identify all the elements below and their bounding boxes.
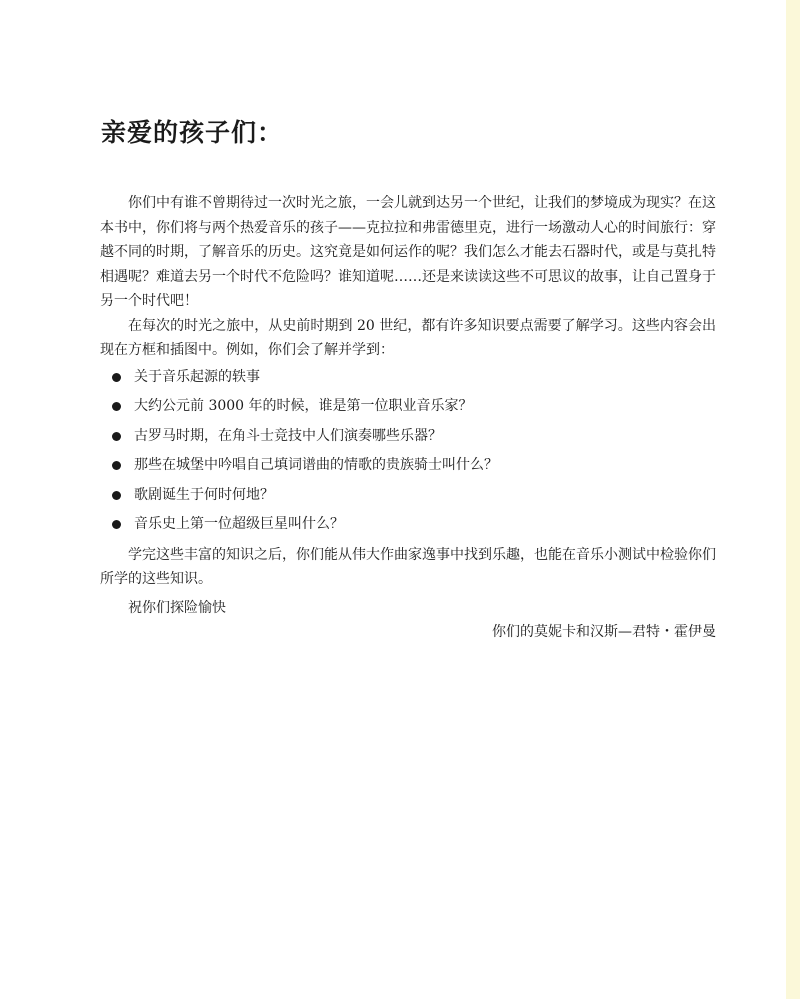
page-edge-strip <box>786 0 800 999</box>
topic-text: 关于音乐起源的轶事 <box>134 368 260 385</box>
topic-text: 那些在城堡中吟唱自己填词谱曲的情歌的贵族骑士叫什么？ <box>134 457 498 473</box>
bullet-dot-icon <box>112 461 121 470</box>
topic-text: 古罗马时期，在角斗士竞技中人们演奏哪些乐器？ <box>134 427 442 444</box>
bullet-dot-icon <box>112 373 121 382</box>
letter-title: 亲爱的孩子们： <box>101 118 284 147</box>
summary-paragraph: 学完这些丰富的知识之后，你们能从伟大作曲家逸事中找到乐趣，也能在音乐小测试中检验你们所学的这些知识。 <box>100 546 716 587</box>
bullet-dot-icon <box>112 402 121 411</box>
bullet-dot-icon <box>112 491 121 500</box>
letter-body <box>100 191 716 645</box>
bullet-dot-icon <box>112 432 121 441</box>
signature-line: 你们的莫妮卡和汉斯—君特・霍伊曼 <box>492 624 716 640</box>
topic-list-item <box>100 392 716 422</box>
topic-list-item <box>100 510 716 540</box>
topic-list-item <box>100 422 716 452</box>
topics-list <box>100 363 716 540</box>
topic-list-item <box>100 451 716 481</box>
topic-text: 歌剧诞生于何时何地？ <box>134 486 274 503</box>
topic-list-item <box>100 481 716 511</box>
bullet-dot-icon <box>112 520 121 529</box>
topic-text: 音乐史上第一位超级巨星叫什么？ <box>134 516 344 532</box>
topic-text: 大约公元前 3000 年的时候，谁是第一位职业音乐家？ <box>134 398 473 414</box>
learning-paragraph: 在每次的时光之旅中，从史前时期到 20 世纪，都有许多知识要点需要了解学习。这些内容会出现在方框和插图中。例如，你们会了解并学到： <box>100 317 716 358</box>
closing-line: 祝你们探险愉快 <box>128 599 226 616</box>
intro-paragraph: 你们中有谁不曾期待过一次时光之旅，一会儿就到达另一个世纪，让我们的梦境成为现实？在这本书中，你们将与两个热爱音乐的孩子——克拉拉和弗雷德里克，进行一场激动人心的时间旅行：穿越不同的时期，了解音乐的历史。这究竟是如何运作的呢？我们怎么才能去石器时代，或是与莫扎特相遇呢？难道去另一个时代不危险吗？谁知道呢……还是来读读这些不可思议的故事，让自己置身于另一个时代吧！ <box>100 195 716 309</box>
topic-list-item <box>100 363 716 393</box>
